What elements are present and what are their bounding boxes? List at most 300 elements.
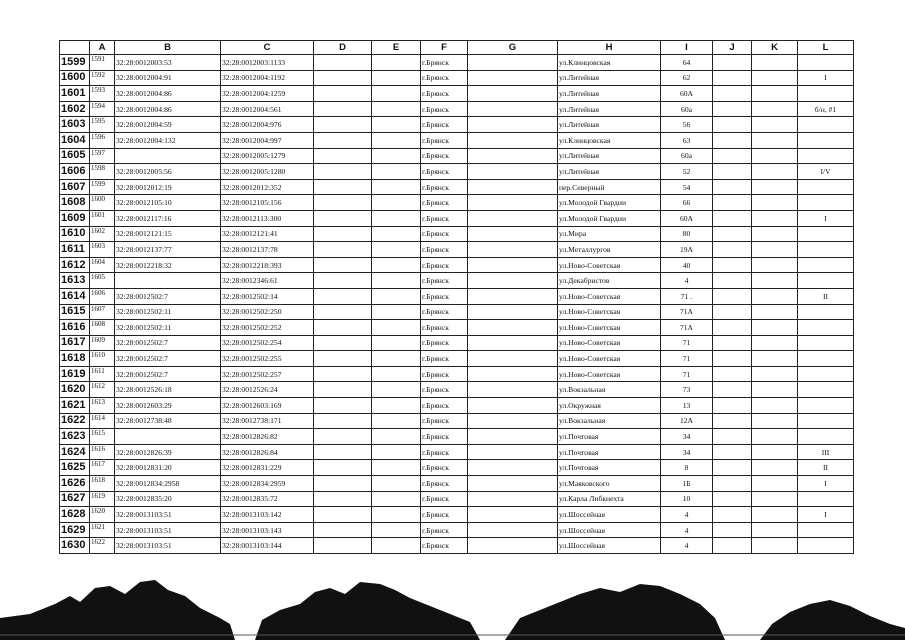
- cell-k[interactable]: [752, 398, 798, 414]
- cell-a[interactable]: 1621: [90, 522, 115, 538]
- cell-k[interactable]: [752, 335, 798, 351]
- cell-d[interactable]: [314, 179, 372, 195]
- cell-c[interactable]: 32:28:0012526:24: [221, 382, 314, 398]
- cell-l[interactable]: II: [798, 288, 854, 304]
- cell-g[interactable]: [468, 398, 558, 414]
- cell-e[interactable]: [372, 242, 421, 258]
- cell-g[interactable]: [468, 522, 558, 538]
- cell-e[interactable]: [372, 429, 421, 445]
- cell-b[interactable]: 32:28:0012117:16: [115, 210, 221, 226]
- cell-l[interactable]: [798, 132, 854, 148]
- cell-b[interactable]: 32:28:0012218:32: [115, 257, 221, 273]
- cell-g[interactable]: [468, 210, 558, 226]
- cell-j[interactable]: [713, 398, 752, 414]
- cell-b[interactable]: 32:28:0012137:77: [115, 242, 221, 258]
- cell-b[interactable]: [115, 273, 221, 289]
- cell-f[interactable]: г.Брянск: [421, 507, 468, 523]
- cell-k[interactable]: [752, 288, 798, 304]
- cell-g[interactable]: [468, 538, 558, 554]
- cell-j[interactable]: [713, 273, 752, 289]
- cell-l[interactable]: I: [798, 210, 854, 226]
- cell-h[interactable]: ул.Клинцовская: [558, 55, 661, 71]
- cell-l[interactable]: [798, 522, 854, 538]
- cell-i[interactable]: 56: [661, 117, 713, 133]
- cell-f[interactable]: г.Брянск: [421, 351, 468, 367]
- cell-g[interactable]: [468, 70, 558, 86]
- cell-h[interactable]: ул.Ново-Советская: [558, 351, 661, 367]
- cell-h[interactable]: ул.Окружная: [558, 398, 661, 414]
- row-number[interactable]: 1601: [60, 86, 90, 102]
- cell-i[interactable]: 71: [661, 366, 713, 382]
- cell-h[interactable]: ул.Декабристов: [558, 273, 661, 289]
- cell-k[interactable]: [752, 86, 798, 102]
- cell-a[interactable]: 1604: [90, 257, 115, 273]
- cell-b[interactable]: 32:28:0012834:2958: [115, 476, 221, 492]
- cell-j[interactable]: [713, 351, 752, 367]
- cell-b[interactable]: 32:28:0012502:7: [115, 351, 221, 367]
- cell-k[interactable]: [752, 444, 798, 460]
- cell-b[interactable]: 32:28:0012835:20: [115, 491, 221, 507]
- cell-b[interactable]: 32:28:0012004:86: [115, 101, 221, 117]
- cell-l[interactable]: [798, 226, 854, 242]
- cell-h[interactable]: ул.Металлургов: [558, 242, 661, 258]
- cell-a[interactable]: 1622: [90, 538, 115, 554]
- cell-k[interactable]: [752, 491, 798, 507]
- row-number[interactable]: 1619: [60, 366, 90, 382]
- cell-j[interactable]: [713, 382, 752, 398]
- cell-i[interactable]: 34: [661, 429, 713, 445]
- cell-i[interactable]: 12А: [661, 413, 713, 429]
- cell-f[interactable]: г.Брянск: [421, 117, 468, 133]
- cell-h[interactable]: ул.Ново-Советская: [558, 335, 661, 351]
- cell-j[interactable]: [713, 476, 752, 492]
- cell-l[interactable]: б/н, #1: [798, 101, 854, 117]
- cell-a[interactable]: 1610: [90, 351, 115, 367]
- cell-f[interactable]: г.Брянск: [421, 179, 468, 195]
- cell-j[interactable]: [713, 507, 752, 523]
- cell-k[interactable]: [752, 101, 798, 117]
- row-number[interactable]: 1629: [60, 522, 90, 538]
- cell-k[interactable]: [752, 70, 798, 86]
- cell-k[interactable]: [752, 366, 798, 382]
- cell-h[interactable]: ул.Молодой Гвардии: [558, 210, 661, 226]
- cell-c[interactable]: 32:28:0013103:142: [221, 507, 314, 523]
- cell-f[interactable]: г.Брянск: [421, 491, 468, 507]
- cell-d[interactable]: [314, 226, 372, 242]
- cell-c[interactable]: 32:28:0012603:169: [221, 398, 314, 414]
- cell-e[interactable]: [372, 460, 421, 476]
- cell-i[interactable]: 4: [661, 507, 713, 523]
- cell-l[interactable]: [798, 179, 854, 195]
- row-number[interactable]: 1599: [60, 55, 90, 71]
- cell-c[interactable]: 32:28:0012218:393: [221, 257, 314, 273]
- row-number[interactable]: 1625: [60, 460, 90, 476]
- cell-i[interactable]: 71 .: [661, 288, 713, 304]
- cell-g[interactable]: [468, 101, 558, 117]
- cell-j[interactable]: [713, 538, 752, 554]
- cell-j[interactable]: [713, 444, 752, 460]
- cell-i[interactable]: 40: [661, 257, 713, 273]
- row-number[interactable]: 1615: [60, 304, 90, 320]
- cell-a[interactable]: 1617: [90, 460, 115, 476]
- cell-i[interactable]: 4: [661, 273, 713, 289]
- cell-h[interactable]: ул.Карла Либкнехта: [558, 491, 661, 507]
- cell-a[interactable]: 1615: [90, 429, 115, 445]
- cell-d[interactable]: [314, 86, 372, 102]
- cell-e[interactable]: [372, 101, 421, 117]
- cell-k[interactable]: [752, 304, 798, 320]
- cell-h[interactable]: ул.Ново-Советская: [558, 320, 661, 336]
- cell-i[interactable]: 1Б: [661, 476, 713, 492]
- cell-b[interactable]: 32:28:0013103:51: [115, 522, 221, 538]
- cell-l[interactable]: [798, 351, 854, 367]
- cell-f[interactable]: г.Брянск: [421, 86, 468, 102]
- cell-j[interactable]: [713, 429, 752, 445]
- cell-e[interactable]: [372, 398, 421, 414]
- cell-a[interactable]: 1614: [90, 413, 115, 429]
- cell-k[interactable]: [752, 320, 798, 336]
- cell-e[interactable]: [372, 117, 421, 133]
- cell-j[interactable]: [713, 242, 752, 258]
- cell-d[interactable]: [314, 351, 372, 367]
- cell-f[interactable]: г.Брянск: [421, 522, 468, 538]
- cell-h[interactable]: ул.Молодой Гвардии: [558, 195, 661, 211]
- cell-b[interactable]: 32:28:0012105:10: [115, 195, 221, 211]
- cell-k[interactable]: [752, 273, 798, 289]
- cell-k[interactable]: [752, 476, 798, 492]
- cell-l[interactable]: II: [798, 460, 854, 476]
- cell-l[interactable]: [798, 273, 854, 289]
- cell-k[interactable]: [752, 538, 798, 554]
- cell-k[interactable]: [752, 117, 798, 133]
- cell-b[interactable]: 32:28:0012831:20: [115, 460, 221, 476]
- cell-k[interactable]: [752, 55, 798, 71]
- cell-e[interactable]: [372, 382, 421, 398]
- cell-a[interactable]: 1620: [90, 507, 115, 523]
- cell-e[interactable]: [372, 522, 421, 538]
- cell-c[interactable]: 32:28:0012137:78: [221, 242, 314, 258]
- row-number[interactable]: 1621: [60, 398, 90, 414]
- cell-l[interactable]: [798, 117, 854, 133]
- cell-c[interactable]: 32:28:0013103:143: [221, 522, 314, 538]
- cell-j[interactable]: [713, 320, 752, 336]
- cell-g[interactable]: [468, 55, 558, 71]
- cell-g[interactable]: [468, 491, 558, 507]
- cell-j[interactable]: [713, 460, 752, 476]
- cell-l[interactable]: I: [798, 476, 854, 492]
- row-number[interactable]: 1617: [60, 335, 90, 351]
- cell-d[interactable]: [314, 257, 372, 273]
- cell-g[interactable]: [468, 335, 558, 351]
- cell-d[interactable]: [314, 429, 372, 445]
- cell-j[interactable]: [713, 117, 752, 133]
- cell-b[interactable]: 32:28:0013103:51: [115, 538, 221, 554]
- cell-f[interactable]: г.Брянск: [421, 304, 468, 320]
- cell-g[interactable]: [468, 117, 558, 133]
- cell-e[interactable]: [372, 288, 421, 304]
- cell-d[interactable]: [314, 70, 372, 86]
- cell-a[interactable]: 1613: [90, 398, 115, 414]
- cell-i[interactable]: 71: [661, 335, 713, 351]
- cell-c[interactable]: 32:28:0012004:561: [221, 101, 314, 117]
- cell-j[interactable]: [713, 101, 752, 117]
- cell-c[interactable]: 32:28:0012502:254: [221, 335, 314, 351]
- cell-j[interactable]: [713, 257, 752, 273]
- cell-c[interactable]: 32:28:0012005:1280: [221, 164, 314, 180]
- cell-a[interactable]: 1607: [90, 304, 115, 320]
- cell-a[interactable]: 1593: [90, 86, 115, 102]
- cell-g[interactable]: [468, 273, 558, 289]
- cell-e[interactable]: [372, 210, 421, 226]
- cell-i[interactable]: 80: [661, 226, 713, 242]
- cell-j[interactable]: [713, 132, 752, 148]
- cell-i[interactable]: 19А: [661, 242, 713, 258]
- cell-d[interactable]: [314, 288, 372, 304]
- cell-b[interactable]: 32:28:0012004:91: [115, 70, 221, 86]
- cell-d[interactable]: [314, 538, 372, 554]
- cell-j[interactable]: [713, 179, 752, 195]
- cell-g[interactable]: [468, 288, 558, 304]
- cell-i[interactable]: 60А: [661, 210, 713, 226]
- cell-b[interactable]: 32:28:0012012:19: [115, 179, 221, 195]
- cell-a[interactable]: 1592: [90, 70, 115, 86]
- cell-h[interactable]: ул.Маяковского: [558, 476, 661, 492]
- cell-k[interactable]: [752, 242, 798, 258]
- cell-i[interactable]: 73: [661, 382, 713, 398]
- row-number[interactable]: 1616: [60, 320, 90, 336]
- cell-l[interactable]: [798, 304, 854, 320]
- cell-b[interactable]: 32:28:0012121:15: [115, 226, 221, 242]
- cell-i[interactable]: 60а: [661, 101, 713, 117]
- cell-h[interactable]: пер.Северный: [558, 179, 661, 195]
- cell-h[interactable]: ул.Мира: [558, 226, 661, 242]
- cell-f[interactable]: г.Брянск: [421, 320, 468, 336]
- cell-l[interactable]: I: [798, 507, 854, 523]
- cell-g[interactable]: [468, 148, 558, 164]
- cell-l[interactable]: I/V: [798, 164, 854, 180]
- cell-b[interactable]: 32:28:0012502:7: [115, 366, 221, 382]
- cell-f[interactable]: г.Брянск: [421, 195, 468, 211]
- cell-l[interactable]: [798, 398, 854, 414]
- cell-f[interactable]: г.Брянск: [421, 273, 468, 289]
- cell-l[interactable]: [798, 413, 854, 429]
- cell-h[interactable]: ул.Почтовая: [558, 460, 661, 476]
- cell-f[interactable]: г.Брянск: [421, 226, 468, 242]
- cell-j[interactable]: [713, 413, 752, 429]
- cell-f[interactable]: г.Брянск: [421, 538, 468, 554]
- row-number[interactable]: 1602: [60, 101, 90, 117]
- cell-k[interactable]: [752, 148, 798, 164]
- cell-i[interactable]: 71А: [661, 320, 713, 336]
- cell-e[interactable]: [372, 507, 421, 523]
- cell-h[interactable]: ул.Почтовая: [558, 444, 661, 460]
- cell-g[interactable]: [468, 179, 558, 195]
- cell-g[interactable]: [468, 444, 558, 460]
- cell-d[interactable]: [314, 382, 372, 398]
- cell-i[interactable]: 4: [661, 522, 713, 538]
- cell-j[interactable]: [713, 210, 752, 226]
- cell-j[interactable]: [713, 164, 752, 180]
- cell-l[interactable]: I: [798, 70, 854, 86]
- cell-l[interactable]: [798, 429, 854, 445]
- cell-d[interactable]: [314, 460, 372, 476]
- cell-l[interactable]: [798, 148, 854, 164]
- cell-i[interactable]: 52: [661, 164, 713, 180]
- cell-i[interactable]: 71: [661, 351, 713, 367]
- cell-c[interactable]: 32:28:0012502:14: [221, 288, 314, 304]
- cell-e[interactable]: [372, 148, 421, 164]
- cell-e[interactable]: [372, 444, 421, 460]
- cell-g[interactable]: [468, 242, 558, 258]
- row-number[interactable]: 1618: [60, 351, 90, 367]
- cell-c[interactable]: 32:28:0012502:250: [221, 304, 314, 320]
- cell-a[interactable]: 1599: [90, 179, 115, 195]
- cell-b[interactable]: 32:28:0012502:7: [115, 288, 221, 304]
- cell-l[interactable]: [798, 382, 854, 398]
- cell-d[interactable]: [314, 491, 372, 507]
- cell-b[interactable]: 32:28:0012003:53: [115, 55, 221, 71]
- cell-a[interactable]: 1597: [90, 148, 115, 164]
- cell-e[interactable]: [372, 304, 421, 320]
- cell-a[interactable]: 1591: [90, 55, 115, 71]
- cell-k[interactable]: [752, 195, 798, 211]
- cell-g[interactable]: [468, 86, 558, 102]
- cell-h[interactable]: ул.Клинцовская: [558, 132, 661, 148]
- row-number[interactable]: 1620: [60, 382, 90, 398]
- cell-h[interactable]: ул.Вокзальная: [558, 413, 661, 429]
- cell-h[interactable]: ул.Ново-Советская: [558, 257, 661, 273]
- cell-j[interactable]: [713, 148, 752, 164]
- cell-b[interactable]: 32:28:0012526:18: [115, 382, 221, 398]
- cell-g[interactable]: [468, 257, 558, 273]
- cell-i[interactable]: 54: [661, 179, 713, 195]
- cell-b[interactable]: 32:28:0012502:11: [115, 304, 221, 320]
- cell-e[interactable]: [372, 413, 421, 429]
- cell-d[interactable]: [314, 507, 372, 523]
- cell-g[interactable]: [468, 195, 558, 211]
- row-number[interactable]: 1622: [60, 413, 90, 429]
- cell-f[interactable]: г.Брянск: [421, 101, 468, 117]
- cell-d[interactable]: [314, 101, 372, 117]
- cell-e[interactable]: [372, 351, 421, 367]
- cell-i[interactable]: 8: [661, 460, 713, 476]
- cell-f[interactable]: г.Брянск: [421, 476, 468, 492]
- cell-e[interactable]: [372, 86, 421, 102]
- row-number[interactable]: 1610: [60, 226, 90, 242]
- cell-j[interactable]: [713, 335, 752, 351]
- cell-k[interactable]: [752, 257, 798, 273]
- cell-f[interactable]: г.Брянск: [421, 288, 468, 304]
- cell-g[interactable]: [468, 507, 558, 523]
- row-number[interactable]: 1609: [60, 210, 90, 226]
- cell-k[interactable]: [752, 351, 798, 367]
- cell-l[interactable]: [798, 491, 854, 507]
- cell-k[interactable]: [752, 226, 798, 242]
- cell-a[interactable]: 1608: [90, 320, 115, 336]
- cell-d[interactable]: [314, 164, 372, 180]
- cell-a[interactable]: 1594: [90, 101, 115, 117]
- cell-g[interactable]: [468, 429, 558, 445]
- cell-i[interactable]: 4: [661, 538, 713, 554]
- row-number[interactable]: 1611: [60, 242, 90, 258]
- cell-a[interactable]: 1612: [90, 382, 115, 398]
- cell-f[interactable]: г.Брянск: [421, 444, 468, 460]
- cell-i[interactable]: 13: [661, 398, 713, 414]
- cell-k[interactable]: [752, 132, 798, 148]
- cell-a[interactable]: 1602: [90, 226, 115, 242]
- cell-c[interactable]: 32:28:0012346:61: [221, 273, 314, 289]
- cell-l[interactable]: [798, 242, 854, 258]
- cell-l[interactable]: III: [798, 444, 854, 460]
- cell-b[interactable]: 32:28:0012004:132: [115, 132, 221, 148]
- cell-i[interactable]: 64: [661, 55, 713, 71]
- cell-d[interactable]: [314, 320, 372, 336]
- cell-f[interactable]: г.Брянск: [421, 257, 468, 273]
- cell-h[interactable]: ул.Шоссейная: [558, 538, 661, 554]
- cell-k[interactable]: [752, 429, 798, 445]
- cell-a[interactable]: 1616: [90, 444, 115, 460]
- cell-h[interactable]: ул.Литейная: [558, 148, 661, 164]
- cell-g[interactable]: [468, 164, 558, 180]
- cell-b[interactable]: 32:28:0012502:7: [115, 335, 221, 351]
- cell-e[interactable]: [372, 164, 421, 180]
- cell-c[interactable]: 32:28:0012834:2959: [221, 476, 314, 492]
- cell-d[interactable]: [314, 132, 372, 148]
- cell-i[interactable]: 71А: [661, 304, 713, 320]
- cell-e[interactable]: [372, 226, 421, 242]
- cell-f[interactable]: г.Брянск: [421, 70, 468, 86]
- cell-d[interactable]: [314, 117, 372, 133]
- cell-g[interactable]: [468, 304, 558, 320]
- cell-e[interactable]: [372, 366, 421, 382]
- cell-c[interactable]: 32:28:0012003:1133: [221, 55, 314, 71]
- cell-c[interactable]: 32:28:0012502:257: [221, 366, 314, 382]
- row-number[interactable]: 1612: [60, 257, 90, 273]
- cell-c[interactable]: 32:28:0012826:84: [221, 444, 314, 460]
- cell-f[interactable]: г.Брянск: [421, 164, 468, 180]
- cell-a[interactable]: 1619: [90, 491, 115, 507]
- cell-i[interactable]: 10: [661, 491, 713, 507]
- cell-g[interactable]: [468, 366, 558, 382]
- cell-d[interactable]: [314, 366, 372, 382]
- row-number[interactable]: 1607: [60, 179, 90, 195]
- cell-l[interactable]: [798, 320, 854, 336]
- row-number[interactable]: 1605: [60, 148, 90, 164]
- row-number[interactable]: 1606: [60, 164, 90, 180]
- cell-g[interactable]: [468, 413, 558, 429]
- cell-c[interactable]: 32:28:0012004:1259: [221, 86, 314, 102]
- cell-l[interactable]: [798, 195, 854, 211]
- row-number[interactable]: 1608: [60, 195, 90, 211]
- cell-f[interactable]: г.Брянск: [421, 55, 468, 71]
- cell-g[interactable]: [468, 320, 558, 336]
- cell-h[interactable]: ул.Литейная: [558, 164, 661, 180]
- cell-a[interactable]: 1618: [90, 476, 115, 492]
- cell-b[interactable]: 32:28:0012004:86: [115, 86, 221, 102]
- cell-c[interactable]: 32:28:0012121:41: [221, 226, 314, 242]
- cell-g[interactable]: [468, 460, 558, 476]
- cell-d[interactable]: [314, 195, 372, 211]
- row-number[interactable]: 1624: [60, 444, 90, 460]
- cell-d[interactable]: [314, 444, 372, 460]
- cell-f[interactable]: г.Брянск: [421, 398, 468, 414]
- cell-f[interactable]: г.Брянск: [421, 242, 468, 258]
- cell-a[interactable]: 1598: [90, 164, 115, 180]
- cell-i[interactable]: 63: [661, 132, 713, 148]
- cell-d[interactable]: [314, 398, 372, 414]
- row-number[interactable]: 1627: [60, 491, 90, 507]
- cell-d[interactable]: [314, 335, 372, 351]
